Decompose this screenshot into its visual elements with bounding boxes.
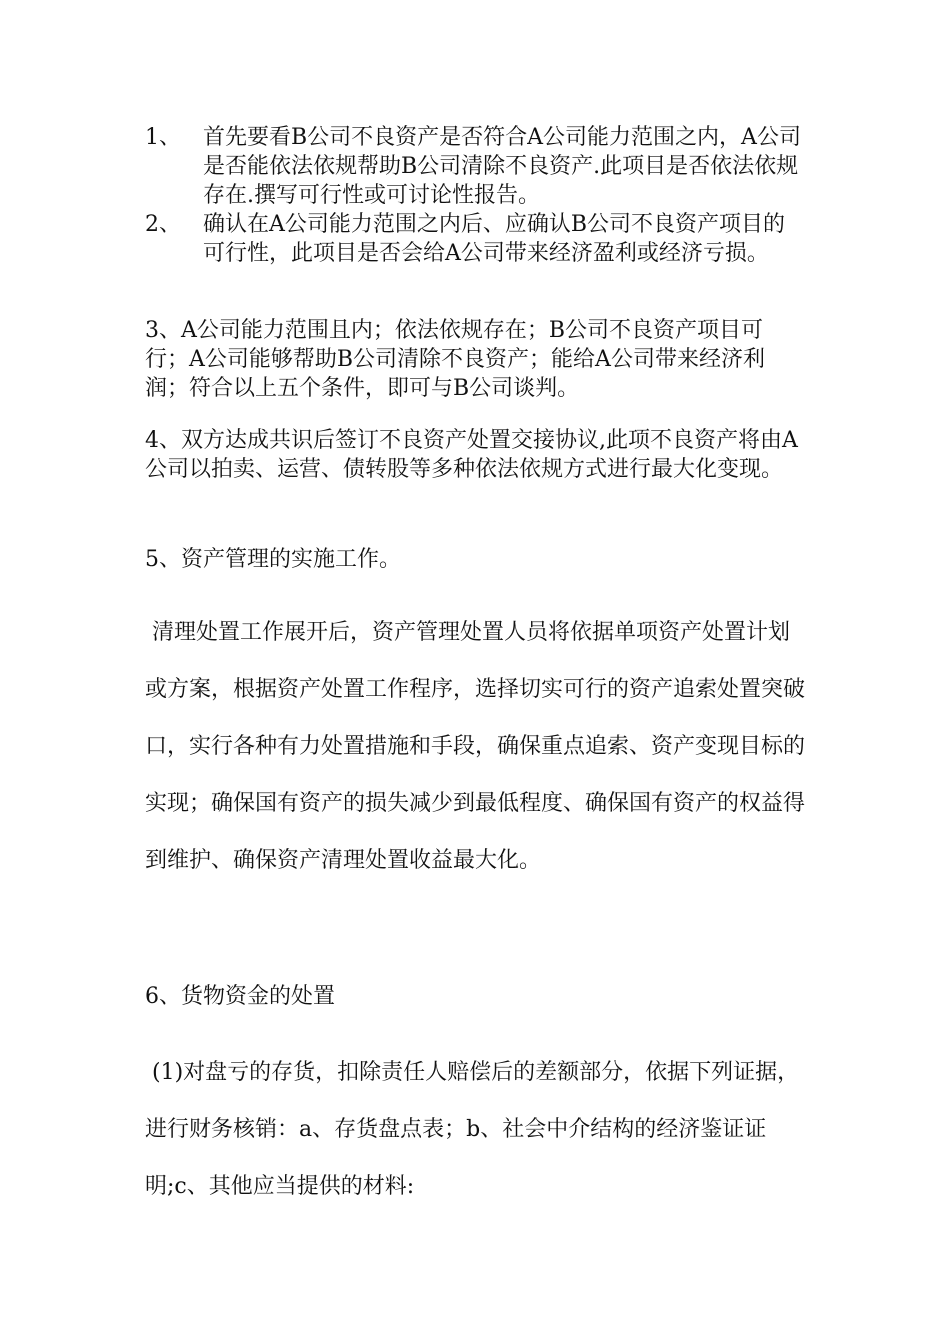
- section-heading-5: 5、资产管理的实施工作。: [145, 547, 401, 572]
- paragraph-3: 3、A公司能力范围且内；依法依规存在；B公司不良资产项目可行；A公司能够帮助B公司清除不良资产；能给A公司带来经济利润；符合以上五个条件，即可与B公司谈判。: [145, 318, 765, 401]
- paragraph-5: 清理处置工作展开后，资产管理处置人员将依据单项资产处置计划或方案，根据资产处置工作程序，选择切实可行的资产追索处置突破口，实行各种有力处置措施和手段，确保重点追索、资产变现目标的实现；确保国有资产的损失减少到最低程度、确保国有资产的权益得到维护、确保资产清理处置收益最大化。: [145, 620, 806, 873]
- list-item-number: 2、: [145, 212, 181, 237]
- list-item-text: 首先要看B公司不良资产是否符合A公司能力范围之内，A公司是否能依法依规帮助B公司清除不良资产.此项目是否依法依规存在.撰写可行性或可讨论性报告。: [203, 125, 801, 208]
- paragraph-6: (1)对盘亏的存货，扣除责任人赔偿后的差额部分，依据下列证据，进行财务核销：a、存货盘点表；b、社会中介结构的经济鉴证证明;c、其他应当提供的材料:: [145, 1060, 800, 1199]
- paragraph-4: 4、双方达成共识后签订不良资产处置交接协议,此项不良资产将由A公司以拍卖、运营、债转股等多种依法依规方式进行最大化变现。: [145, 428, 798, 482]
- section-heading-6: 6、货物资金的处置: [145, 984, 335, 1009]
- list-item-1: [145, 123, 805, 210]
- list-item-text: 确认在A公司能力范围之内后、应确认B公司不良资产项目的可行性，此项目是否会给A公司带来经济盈利或经济亏损。: [203, 212, 786, 266]
- list-item-number: 1、: [145, 125, 181, 150]
- list-item-2: [145, 210, 805, 268]
